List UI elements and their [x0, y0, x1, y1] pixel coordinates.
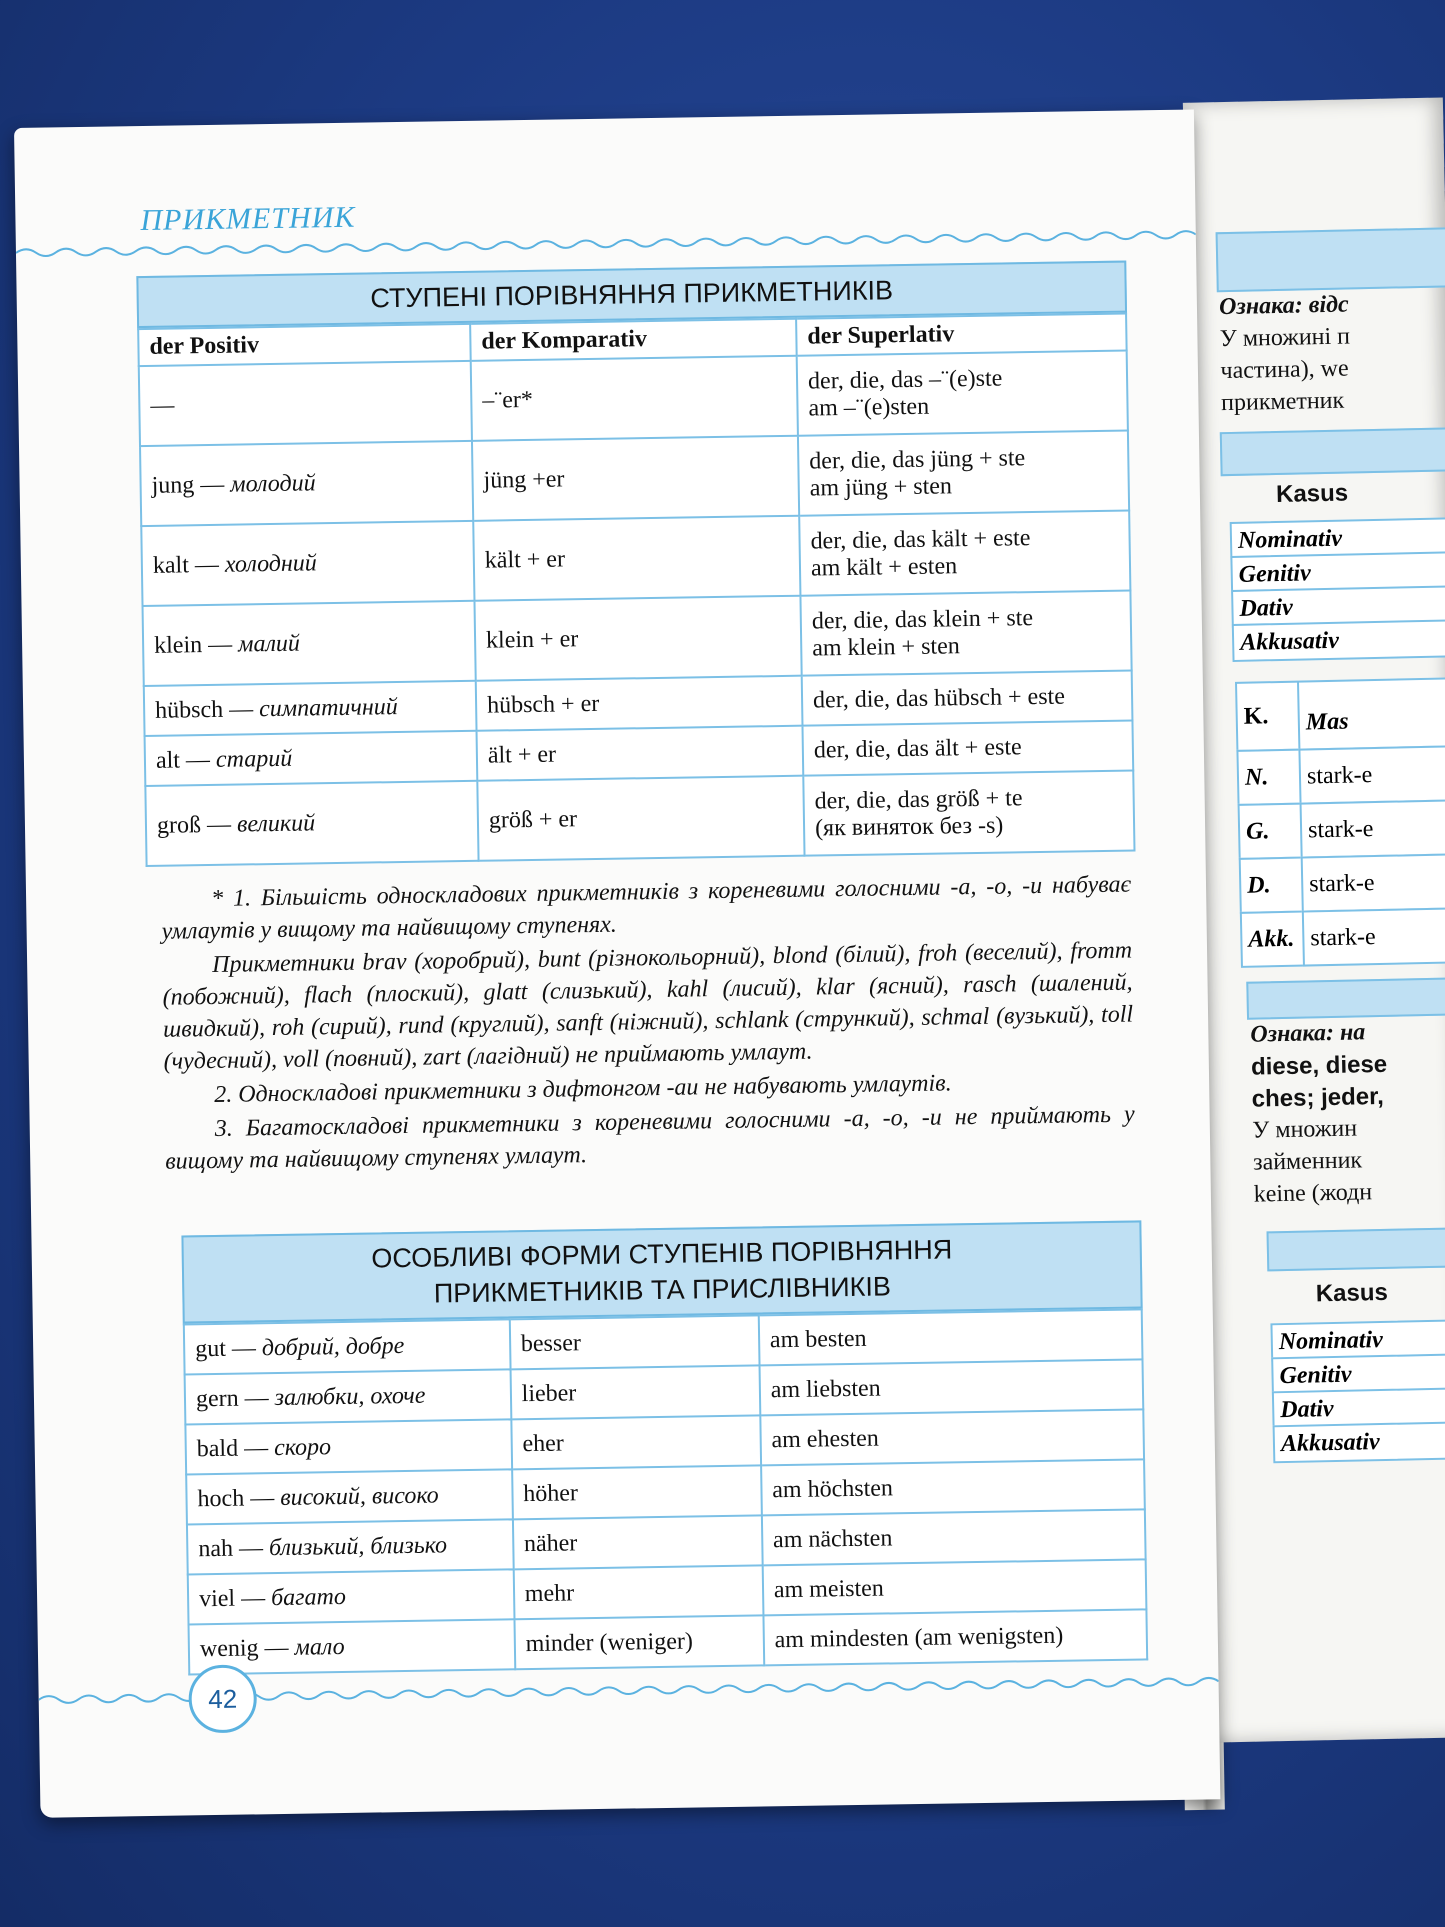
- header-positiv: der Positiv: [138, 324, 470, 366]
- special-table-title: [181, 1220, 1142, 1323]
- komparativ-cell: kält + er: [473, 516, 800, 601]
- case-dativ-2: Dativ: [1272, 1386, 1445, 1429]
- degrees-table-title: СТУПЕНІ ПОРІВНЯННЯ ПРИКМЕТНИКІВ: [136, 261, 1127, 329]
- special-translation: залюбки, охоче: [274, 1382, 426, 1411]
- komparativ-cell: hübsch + er: [476, 676, 803, 731]
- right-m3: ches; jeder,: [1251, 1082, 1385, 1113]
- right-m2: diese, diese: [1250, 1050, 1388, 1081]
- right-line-4: прикметник: [1220, 387, 1345, 417]
- superlativ-line-2: (як виняток без -s): [814, 812, 1004, 842]
- case-genitiv-1: Genitiv: [1230, 551, 1445, 594]
- special-superlativ: am nächsten: [762, 1509, 1146, 1565]
- case-genitiv-2: Genitiv: [1271, 1352, 1445, 1395]
- short-case-d: D.: [1239, 857, 1306, 914]
- left-page: [14, 109, 1220, 1817]
- special-translation: високий, високо: [279, 1481, 439, 1511]
- header-superlativ: der Superlativ: [796, 314, 1127, 356]
- special-superlativ: am meisten: [762, 1559, 1146, 1615]
- table-row: [145, 770, 1134, 866]
- positiv-translation: старий: [215, 745, 293, 773]
- table-row: [140, 431, 1129, 527]
- special-translation: мало: [294, 1633, 345, 1661]
- notes-block: [161, 869, 1136, 1180]
- stark-akk: stark-e: [1302, 907, 1445, 967]
- positiv-word: groß —: [156, 811, 238, 839]
- special-superlativ: am besten: [759, 1309, 1143, 1365]
- superlativ-line-1: der, die, das größ + te: [814, 785, 1023, 815]
- superlativ-line-1: der, die, das –¨(e)ste: [807, 365, 1003, 395]
- positiv-word: alt —: [155, 746, 217, 774]
- superlativ-line-2: am klein + sten: [812, 633, 960, 662]
- case-akkusativ-1: Akkusativ: [1232, 619, 1445, 662]
- special-positiv: nah —: [198, 1534, 270, 1562]
- case-akkusativ-2: Akkusativ: [1273, 1420, 1445, 1463]
- special-komparativ: minder (weniger): [514, 1615, 764, 1669]
- short-case-n: N.: [1236, 749, 1303, 806]
- stark-n: stark-e: [1298, 745, 1445, 805]
- special-superlativ: am mindesten (am wenigsten): [763, 1609, 1147, 1665]
- positiv-word: jung —: [151, 471, 231, 499]
- right-m1: Ознака: на: [1250, 1019, 1366, 1048]
- superlativ-line-1: der, die, das hübsch + este: [802, 671, 1133, 726]
- short-case-g: G.: [1238, 803, 1305, 860]
- special-positiv: viel —: [198, 1584, 272, 1612]
- case-nominativ-2: Nominativ: [1270, 1318, 1445, 1361]
- superlativ-line-2: am –¨(e)sten: [808, 393, 930, 422]
- superlativ-line-1: der, die, das jüng + ste: [809, 445, 1026, 475]
- special-komparativ: eher: [511, 1415, 761, 1469]
- special-table-title-line-1: ОСОБЛИВІ ФОРМИ СТУПЕНІВ ПОРІВНЯННЯ: [371, 1234, 953, 1274]
- special-superlativ: am liebsten: [759, 1359, 1143, 1415]
- special-positiv: hoch —: [197, 1484, 281, 1512]
- positiv-translation: холодний: [224, 549, 318, 578]
- positiv-translation: великий: [236, 809, 316, 838]
- superlativ-line-2: am kält + esten: [810, 553, 958, 582]
- kasus-label-1: Kasus: [1275, 479, 1349, 509]
- mas-header: Mas: [1297, 677, 1445, 751]
- komparativ-cell: jüng +er: [472, 436, 799, 521]
- positiv-translation: симпатичний: [258, 693, 398, 722]
- special-komparativ: besser: [509, 1315, 759, 1369]
- positiv-translation: молодий: [230, 469, 316, 498]
- komparativ-cell: größ + er: [477, 776, 804, 861]
- stark-g: stark-e: [1300, 799, 1445, 859]
- superlativ-line-1: der, die, das kält + este: [810, 525, 1031, 555]
- right-m5: займенник: [1252, 1147, 1363, 1176]
- right-line-1: Ознака: відс: [1218, 291, 1349, 321]
- right-line-3: частина), we: [1220, 355, 1349, 385]
- right-subheader: [1220, 427, 1445, 476]
- positiv-cell: —: [150, 392, 175, 419]
- special-translation: багато: [270, 1583, 347, 1611]
- komparativ-cell: –¨er*: [471, 356, 798, 441]
- table-row: [139, 351, 1128, 447]
- special-forms-table: [181, 1220, 1148, 1675]
- positiv-word: kalt —: [152, 551, 226, 579]
- note-3: 3. Багатоскладові прикметники з кореневими голосними -a, -o, -u не приймають у вищому та найвищому ступенях умлаут.: [165, 1101, 1135, 1175]
- right-page: [1183, 97, 1445, 1742]
- case-nominativ-1: Nominativ: [1230, 517, 1445, 560]
- special-komparativ: mehr: [513, 1565, 763, 1619]
- special-translation: близький, близько: [268, 1531, 448, 1561]
- superlativ-line-2: am jüng + sten: [809, 473, 953, 502]
- special-positiv: gern —: [195, 1384, 275, 1412]
- stark-d: stark-e: [1301, 853, 1445, 913]
- special-komparativ: näher: [513, 1515, 763, 1569]
- special-superlativ: am höchsten: [761, 1459, 1145, 1515]
- special-translation: скоро: [273, 1433, 332, 1461]
- kasus-label-2: Kasus: [1315, 1278, 1389, 1308]
- special-positiv: bald —: [196, 1434, 275, 1462]
- right-m6: keine (жодн: [1253, 1179, 1373, 1208]
- positiv-word: klein —: [153, 631, 239, 659]
- special-positiv: gut —: [194, 1334, 263, 1362]
- case-dativ-1: Dativ: [1231, 585, 1445, 628]
- note-1-adjectives: Прикметники brav (хоробрий), bunt (різнокольорний), blond (білий), froh (веселий), fromm (побожний), flach (плоский), glatt (слизький), kahl (лисий), klar (ясний), rasch (шалений, швидкий), roh (сирий), rund (круглий), sanft (ніжний), schlank (стрункий), schmal (вузький), toll (чудесний), voll (повний), zart (лагідний) не приймають умлаут.: [162, 937, 1134, 1075]
- special-translation: добрий, добре: [261, 1332, 405, 1361]
- k-header: K.: [1235, 681, 1302, 752]
- page-number: 42: [188, 1664, 257, 1733]
- positiv-translation: малий: [237, 630, 301, 658]
- note-2: 2. Односкладові прикметники з дифтонгом -au не набувають умлаутів.: [214, 1070, 952, 1108]
- right-box-2: [1246, 977, 1445, 1020]
- superlativ-line-1: der, die, das klein + ste: [811, 605, 1034, 635]
- right-box-3: [1267, 1227, 1445, 1272]
- table-row: [143, 591, 1132, 687]
- komparativ-cell: klein + er: [474, 596, 801, 681]
- section-title: ПРИКМЕТНИК: [140, 200, 356, 238]
- special-komparativ: lieber: [510, 1365, 760, 1419]
- komparativ-cell: ält + er: [476, 726, 803, 781]
- special-table-title-line-2: ПРИКМЕТНИКІВ ТА ПРИСЛІВНИКІВ: [433, 1271, 892, 1309]
- header-komparativ: der Komparativ: [470, 319, 797, 361]
- special-komparativ: höher: [512, 1465, 762, 1519]
- short-case-akk: Akk.: [1240, 911, 1307, 968]
- table-row: [141, 511, 1130, 607]
- right-header-box: [1216, 227, 1445, 292]
- special-superlativ: am ehesten: [760, 1409, 1144, 1465]
- positiv-word: hübsch —: [154, 695, 260, 724]
- right-m4: У множин: [1252, 1115, 1358, 1144]
- degrees-table: [136, 261, 1135, 867]
- note-1: * 1. Більшість односкладових прикметників з кореневими голосними -a, -o, -u набуває умлаутів у вищому та найвищому ступенях.: [161, 871, 1132, 945]
- special-positiv: wenig —: [199, 1634, 295, 1662]
- right-line-2: У множині п: [1219, 323, 1351, 353]
- superlativ-line-1: der, die, das ält + este: [802, 721, 1133, 776]
